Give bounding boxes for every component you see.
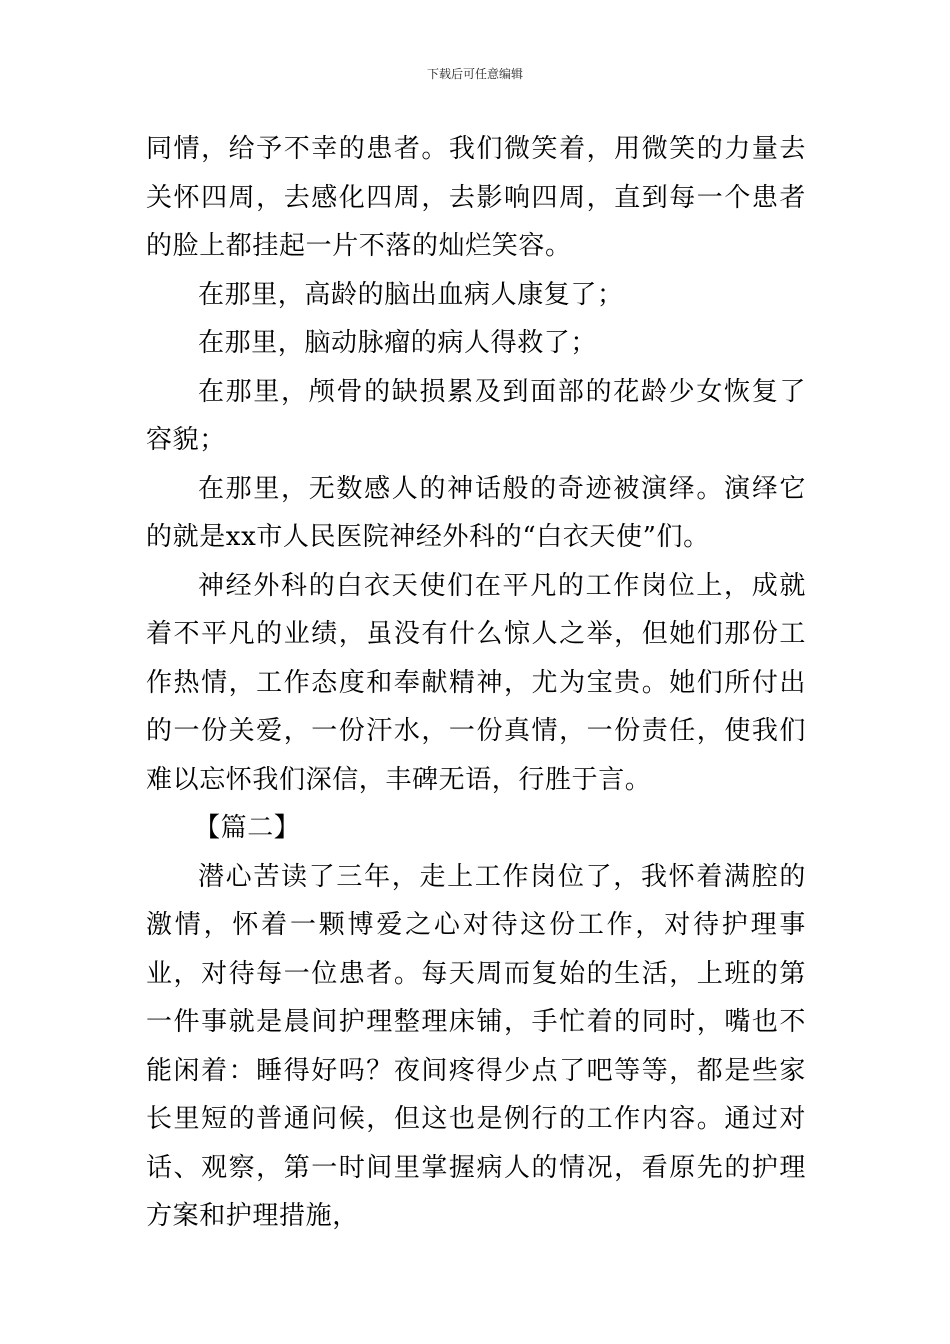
document-body xyxy=(146,125,806,1241)
paragraph-continuation: 同情，给予不幸的患者。我们微笑着，用微笑的力量去关怀四周，去感化四周，去影响四周，直到每一个患者的脸上都挂起一片不落的灿烂笑容。 xyxy=(146,134,806,261)
page-header: 下载后可任意编辑 xyxy=(426,67,523,81)
section-heading: 【篇二】 xyxy=(194,813,301,843)
paragraph: 潜心苦读了三年，走上工作岗位了，我怀着满腔的激情，怀着一颗博爱之心对待这份工作，对待护理事业，对待每一位患者。每天周而复始的生活，上班的第一件事就是晨间护理整理床铺，手忙着的同时，嘴也不能闲着：睡得好吗？夜间疼得少点了吧等等，都是些家长里短的普通问候，但这也是例行的工作内容。通过对话、观察，第一时间里掌握病人的情况，看原先的护理方案和护理措施， xyxy=(146,861,806,1231)
paragraph: 在那里，脑动脉瘤的病人得救了； xyxy=(198,328,598,358)
paragraph: 神经外科的白衣天使们在平凡的工作岗位上，成就着不平凡的业绩，虽没有什么惊人之举，但她们那份工作热情，工作态度和奉献精神，尤为宝贵。她们所付出的一份关爱，一份汗水，一份真情，一份责任，使我们难以忘怀我们深信，丰碑无语，行胜于言。 xyxy=(146,570,806,795)
paragraph: 在那里，高龄的脑出血病人康复了； xyxy=(198,279,624,310)
paragraph: 在那里，无数感人的神话般的奇迹被演绎。演绎它的就是xx市人民医院神经外科的“白衣天使”们。 xyxy=(146,473,806,552)
paragraph: 在那里，颅骨的缺损累及到面部的花龄少女恢复了容貌； xyxy=(146,376,806,455)
